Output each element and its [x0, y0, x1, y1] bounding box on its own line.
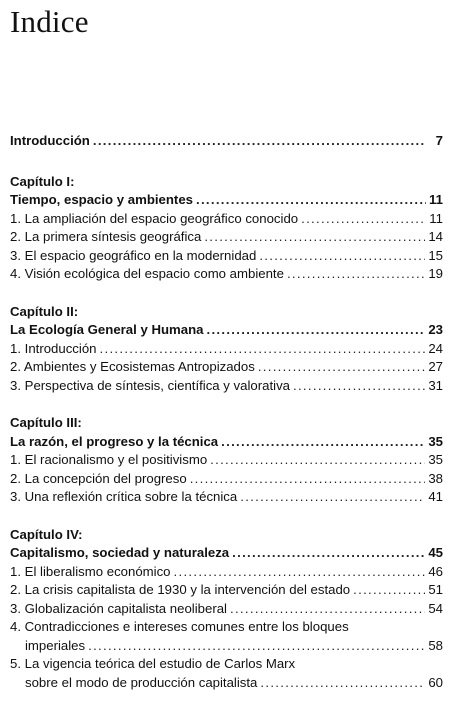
- toc-page-number: 11: [429, 192, 443, 207]
- chapter-title-entry: [10, 321, 443, 340]
- chapter-4: [10, 526, 443, 693]
- toc-page-number: 15: [428, 247, 443, 263]
- page-title: Indice: [10, 4, 89, 39]
- toc-entry-intro: [10, 132, 443, 151]
- dot-leader: [88, 637, 425, 656]
- toc-entry: [10, 210, 443, 229]
- toc-entry: [10, 340, 443, 359]
- toc-entry-label: 4. Visión ecológica del espacio como ambiente: [10, 266, 284, 281]
- toc-entry-label-continued: sobre el modo de producción capitalista: [25, 674, 258, 690]
- toc-page-number: 27: [428, 359, 443, 374]
- toc-page-number: 54: [428, 600, 443, 616]
- toc-page-number: 24: [428, 340, 443, 356]
- toc-entry-label: 1. El liberalismo económico: [10, 563, 171, 579]
- toc-entry-label: Capitalismo, sociedad y naturaleza: [10, 545, 230, 560]
- chapter-heading: Capítulo III:: [10, 415, 82, 430]
- chapter-heading: Capítulo II:: [10, 303, 79, 319]
- toc-entry: [10, 265, 443, 284]
- dot-leader: [174, 563, 426, 582]
- chapter-heading: Capítulo I:: [10, 173, 75, 189]
- toc-entry-label: 5. La vigencia teórica del estudio de Carlos Marx: [10, 656, 296, 671]
- chapter-title-entry: [10, 544, 443, 563]
- dot-leader: [221, 433, 425, 452]
- dot-leader: [230, 600, 425, 619]
- toc-page-number: 58: [428, 637, 443, 653]
- chapter-title-entry: [10, 191, 443, 210]
- toc-page-number: 31: [428, 377, 443, 393]
- toc-entry-label: 3. El espacio geográfico en la modernidad: [10, 247, 257, 263]
- dot-leader: [206, 321, 425, 340]
- toc-page-number: 35: [428, 433, 443, 449]
- table-of-contents: [10, 132, 443, 711]
- toc-entry-label: Tiempo, espacio y ambientes: [10, 192, 193, 207]
- toc-page-number: 7: [435, 133, 443, 148]
- dot-leader: [353, 581, 425, 600]
- dot-leader: [196, 191, 426, 210]
- dot-leader: [260, 674, 425, 693]
- toc-entry-label: 3. Globalización capitalista neoliberal: [10, 600, 227, 616]
- toc-page-number: 46: [428, 563, 443, 579]
- dot-leader: [93, 132, 426, 151]
- chapter-heading: Capítulo IV:: [10, 526, 83, 542]
- toc-page-number: 11: [429, 210, 443, 226]
- toc-entry-label: 3. Perspectiva de síntesis, científica y valorativa: [10, 377, 290, 393]
- chapter-2: [10, 303, 443, 396]
- chapter-1: [10, 173, 443, 284]
- toc-entry: [10, 451, 443, 470]
- toc-entry-label: 1. Introducción: [10, 340, 97, 356]
- toc-entry: [10, 488, 443, 507]
- toc-entry-label: 2. La concepción del progreso: [10, 470, 187, 486]
- toc-entry-label-continued: imperiales: [25, 637, 86, 653]
- toc-entry-label: La razón, el progreso y la técnica: [10, 433, 219, 449]
- toc-page-number: 45: [428, 545, 443, 560]
- dot-leader: [258, 358, 426, 377]
- dot-leader: [293, 377, 425, 396]
- toc-entry: [10, 674, 443, 693]
- dot-leader: [240, 488, 425, 507]
- toc-entry: [10, 377, 443, 396]
- toc-entry-label: 3. Una reflexión crítica sobre la técnica: [10, 489, 238, 504]
- toc-page-number: 38: [428, 470, 443, 486]
- toc-entry: [10, 600, 443, 619]
- toc-entry: [10, 247, 443, 266]
- dot-leader: [100, 340, 426, 359]
- chapter-3: [10, 414, 443, 507]
- toc-entry-label: 1. El racionalismo y el positivismo: [10, 452, 208, 467]
- toc-entry: [10, 358, 443, 377]
- toc-page-number: 14: [428, 229, 443, 244]
- dot-leader: [190, 470, 426, 489]
- toc-entry-label: 2. La crisis capitalista de 1930 y la intervención del estado: [10, 582, 351, 597]
- toc-entry-label: Introducción: [10, 133, 90, 148]
- chapter-title-entry: [10, 433, 443, 452]
- toc-entry-label: 4. Contradicciones e intereses comunes entre los bloques: [10, 619, 349, 634]
- toc-entry-label: 2. Ambientes y Ecosistemas Antropizados: [10, 359, 255, 374]
- toc-entry-label: La Ecología General y Humana: [10, 322, 204, 337]
- toc-page-number: 41: [428, 489, 443, 504]
- dot-leader: [301, 210, 426, 229]
- toc-entry: [10, 581, 443, 600]
- dot-leader: [204, 228, 425, 247]
- dot-leader: [210, 451, 425, 470]
- toc-entry: [10, 563, 443, 582]
- dot-leader: [259, 247, 425, 266]
- dot-leader: [232, 544, 425, 563]
- toc-entry: [10, 637, 443, 656]
- dot-leader: [287, 265, 425, 284]
- toc-page-number: 35: [428, 452, 443, 467]
- toc-entry-label: 2. La primera síntesis geográfica: [10, 229, 202, 244]
- toc-entry: [10, 470, 443, 489]
- toc-entry: [10, 228, 443, 247]
- toc-page-number: 19: [428, 266, 443, 281]
- toc-page-number: 23: [428, 322, 443, 337]
- toc-page-number: 51: [428, 582, 443, 597]
- toc-page-number: 60: [428, 674, 443, 690]
- toc-entry-label: 1. La ampliación del espacio geográfico conocido: [10, 210, 299, 226]
